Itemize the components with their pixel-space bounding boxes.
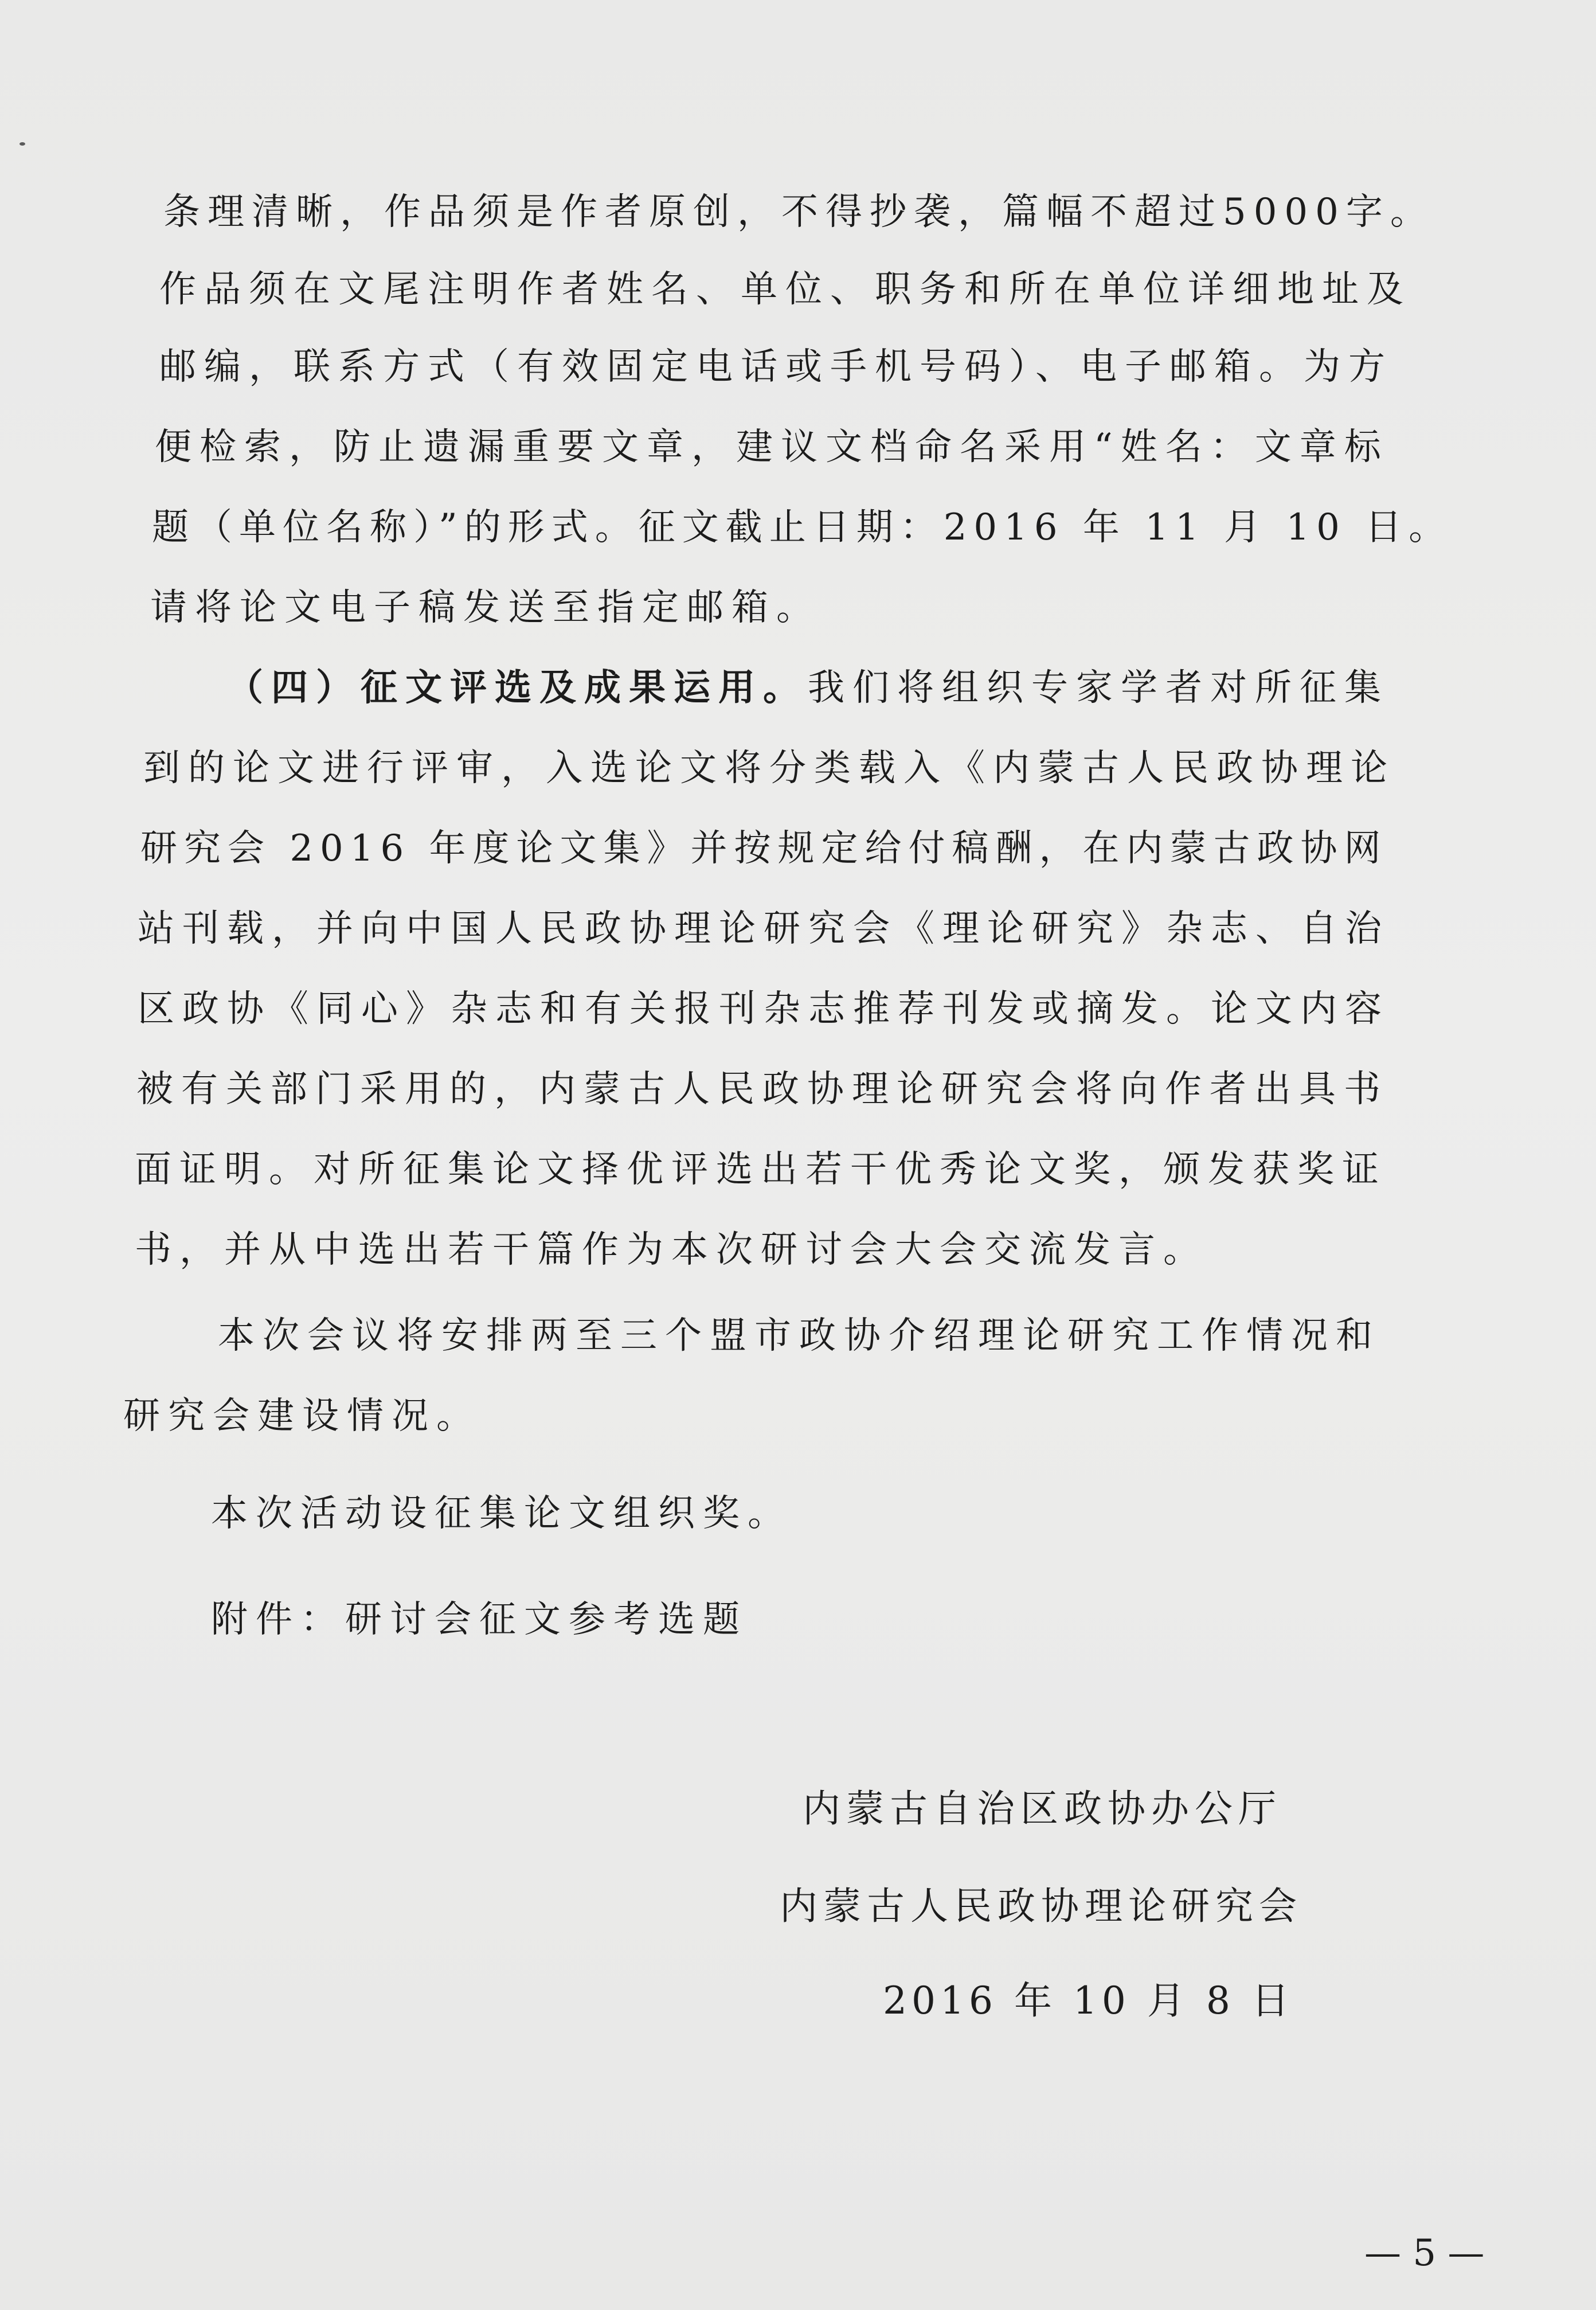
paragraph-1-line-6: 请将论文电子稿发送至指定邮箱。: [150, 587, 821, 629]
paragraph-2-line-7: 面证明。对所征集论文择优评选出若干优秀论文奖，颁发获奖证: [135, 1148, 1387, 1191]
paragraph-1-line-2: 作品须在文尾注明作者姓名、单位、职务和所在单位详细地址及: [159, 268, 1411, 311]
paragraph-3-line-1: 本次会议将安排两至三个盟市政协介绍理论研究工作情况和: [218, 1315, 1380, 1357]
section-heading: （四）征文评选及成果运用。: [226, 666, 808, 709]
paragraph-3-line-2: 研究会建设情况。: [123, 1395, 481, 1437]
paragraph-2-line-6: 被有关部门采用的，内蒙古人民政协理论研究会将向作者出具书: [136, 1068, 1388, 1111]
paragraph-1-line-1: 条理清晰，作品须是作者原创，不得抄袭，篇幅不超过5000字。: [163, 191, 1434, 233]
paragraph-2-line-4: 站刊载，并向中国人民政协理论研究会《理论研究》杂志、自治: [138, 908, 1390, 950]
signature-date: 2016 年 10 月 8 日: [883, 1979, 1294, 2023]
paragraph-2-line-3: 研究会 2016 年度论文集》并按规定给付稿酬，在内蒙古政协网: [140, 827, 1388, 870]
paragraph-1-line-3: 邮编，联系方式（有效固定电话或手机号码）、电子邮箱。为方: [159, 346, 1393, 388]
paragraph-1-line-4: 便检索，防止遗漏重要文章，建议文档命名采用“姓名：文章标: [155, 426, 1389, 468]
paragraph-1-line-5: 题（单位名称）”的形式。征文截止日期：2016 年 11 月 10 日。: [152, 506, 1453, 549]
paragraph-2-line-8: 书，并从中选出若干篇作为本次研讨会大会交流发言。: [135, 1229, 1208, 1271]
paragraph-4: 本次活动设征集论文组织奖。: [211, 1492, 792, 1535]
page-number: — 5 —: [1364, 2232, 1485, 2274]
signature-org-2: 内蒙古人民政协理论研究会: [780, 1884, 1302, 1928]
paragraph-2-line-1-rest: 我们将组织专家学者对所征集: [808, 667, 1389, 709]
signature-org-1: 内蒙古自治区政协办公厅: [803, 1787, 1282, 1831]
paragraph-2-line-5: 区政协《同心》杂志和有关报刊杂志推荐刊发或摘发。论文内容: [138, 988, 1390, 1030]
paragraph-2-line-2: 到的论文进行评审，入选论文将分类载入《内蒙古人民政协理论: [143, 747, 1395, 789]
paragraph-2-line-1: [226, 665, 1389, 711]
attachment-line: 附件：研讨会征文参考选题: [211, 1598, 748, 1641]
